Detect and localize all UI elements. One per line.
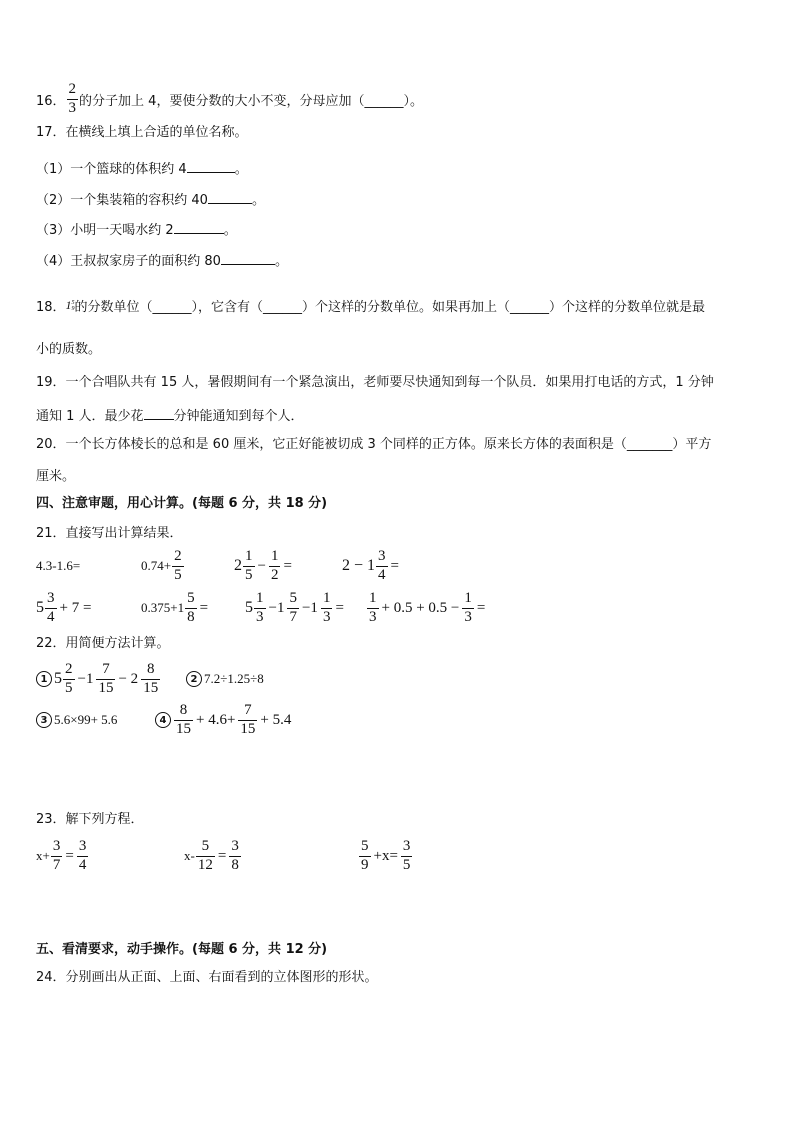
q23-eq1: x+ $\frac{3}{7}$ = $\frac{3}{4}$	[36, 837, 87, 873]
q23-eq2: x- $\frac{5}{12}$ = $\frac{3}{8}$	[184, 837, 239, 873]
q17-item-3: （3）小明一天喝水约 2 。	[36, 220, 237, 237]
fraction: $\frac{3}{4}$	[78, 837, 87, 873]
q18: 18． 1 5 9 的分数单位（______），它含有（______）个这样的分数单位。如果再加上（______）个这样的分数单位就是最	[36, 298, 706, 315]
q21-d1: 2 − 1 $\frac{3}{4}$ =	[342, 547, 399, 583]
q21-a1: 4.3-1.6=	[36, 558, 81, 573]
fraction: $\frac{3}{4}$	[47, 589, 55, 625]
fraction: $\frac{3}{8}$	[231, 837, 239, 873]
fraction: $\frac{7}{15}$	[98, 660, 114, 696]
q22-e3: 3 5.6×99+ 5.6	[36, 702, 117, 738]
fraction: $\frac{5}{7}$	[289, 589, 297, 625]
q21-d2: $\frac{1}{3}$ + 0.5 + 0.5 − $\frac{1}{3}$ =	[369, 589, 486, 625]
answer-blank[interactable]	[187, 159, 235, 173]
fraction: $\frac{2}{5}$	[65, 660, 73, 696]
section-4-title: 四、注意审题，用心计算。(每题 6 分，共 18 分)	[36, 496, 328, 511]
q18-line2: 小的质数。	[36, 342, 102, 357]
q23-eq3: $\frac{5}{9}$ +x= $\frac{3}{5}$	[361, 837, 411, 873]
fraction: $\frac{1}{3}$	[369, 589, 377, 625]
q21-c2: 5 $\frac{1}{3}$ −1 $\frac{5}{7}$ −1 $\frac{1}{3}$ =	[245, 589, 344, 625]
fraction: $\frac{2}{5}$	[174, 547, 182, 583]
q16-number: 16．	[36, 93, 66, 109]
fraction: $\frac{3}{5}$	[402, 837, 411, 873]
q16-text: 的分子加上 4，要使分数的大小不变，分母应加（______）。	[79, 93, 423, 109]
q22-e2: 2 7.2÷1.25÷8	[186, 661, 264, 697]
fraction: $\frac{1}{3}$	[464, 589, 472, 625]
circled-number: 4	[155, 712, 171, 728]
circled-number: 3	[36, 712, 52, 728]
q21-a2: 5 $\frac{3}{4}$ + 7 =	[36, 589, 92, 625]
q20-line2: 厘米。	[36, 469, 76, 484]
q17-item-1: （1）一个篮球的体积约 4 。	[36, 159, 248, 176]
q21-title: 21．直接写出计算结果．	[36, 526, 183, 541]
answer-blank[interactable]	[144, 406, 174, 420]
circled-number: 2	[186, 671, 202, 687]
q22-title: 22．用简便方法计算。	[36, 636, 170, 651]
q21-c1: 2 $\frac{1}{5}$ − $\frac{1}{2}$ =	[234, 547, 292, 583]
q23-title: 23．解下列方程．	[36, 812, 144, 827]
fraction: $\frac{3}{4}$	[378, 547, 386, 583]
q21-b2: 0.375+1 $\frac{5}{8}$ =	[141, 589, 209, 625]
q17-item-4: （4）王叔叔家房子的面积约 80 。	[36, 251, 288, 268]
fraction: $\frac{1}{5}$	[245, 547, 253, 583]
fraction: $\frac{5}{8}$	[187, 589, 195, 625]
answer-blank[interactable]	[221, 251, 275, 265]
section-5-title: 五、看清要求，动手操作。(每题 6 分，共 12 分)	[36, 942, 328, 957]
q17-item-2: （2）一个集装箱的容积约 40 。	[36, 190, 265, 207]
q22-e4: 4 $\frac{8}{15}$ + 4.6+ $\frac{7}{15}$ + 5.4	[155, 702, 293, 738]
q21-b1: 0.74+ $\frac{2}{5}$	[141, 547, 182, 583]
fraction: $\frac{5}{12}$	[197, 837, 213, 873]
q16	[36, 82, 423, 117]
fraction: $\frac{1}{3}$	[322, 589, 331, 625]
q20-line1: 20．一个长方体棱长的总和是 60 厘米，它正好能被切成 3 个同样的正方体。原来长方体的表面积是（_______）平方	[36, 437, 712, 452]
answer-blank[interactable]	[208, 190, 252, 204]
mixed-number: 1 5 9	[65, 298, 75, 312]
fraction: $\frac{8}{15}$	[143, 660, 159, 696]
q19-line2: 通知 1 人．最少花 分钟能通知到每个人．	[36, 406, 304, 423]
fraction: $\frac{1}{3}$	[256, 589, 264, 625]
q17-title: 17．在横线上填上合适的单位名称。	[36, 125, 248, 140]
q24-title: 24．分别画出从正面、上面、右面看到的立体图形的形状。	[36, 970, 378, 985]
fraction: $\frac{3}{7}$	[52, 837, 61, 873]
fraction: $\frac{2}{3}$	[68, 81, 77, 116]
fraction: $\frac{5}{9}$	[361, 837, 369, 873]
fraction: $\frac{8}{15}$	[176, 701, 191, 737]
answer-blank[interactable]	[174, 220, 224, 234]
q22-e1: 1 5 $\frac{2}{5}$ −1 $\frac{7}{15}$ − 2 $\frac{8}{15}$	[36, 661, 161, 697]
circled-number: 1	[36, 671, 52, 687]
fraction: $\frac{7}{15}$	[240, 701, 256, 737]
fraction: $\frac{1}{2}$	[270, 547, 279, 583]
q19-line1: 19．一个合唱队共有 15 人，暑假期间有一个紧急演出，老师要尽快通知到每一个队员．如果用打电话的方式，1 分钟	[36, 375, 714, 390]
